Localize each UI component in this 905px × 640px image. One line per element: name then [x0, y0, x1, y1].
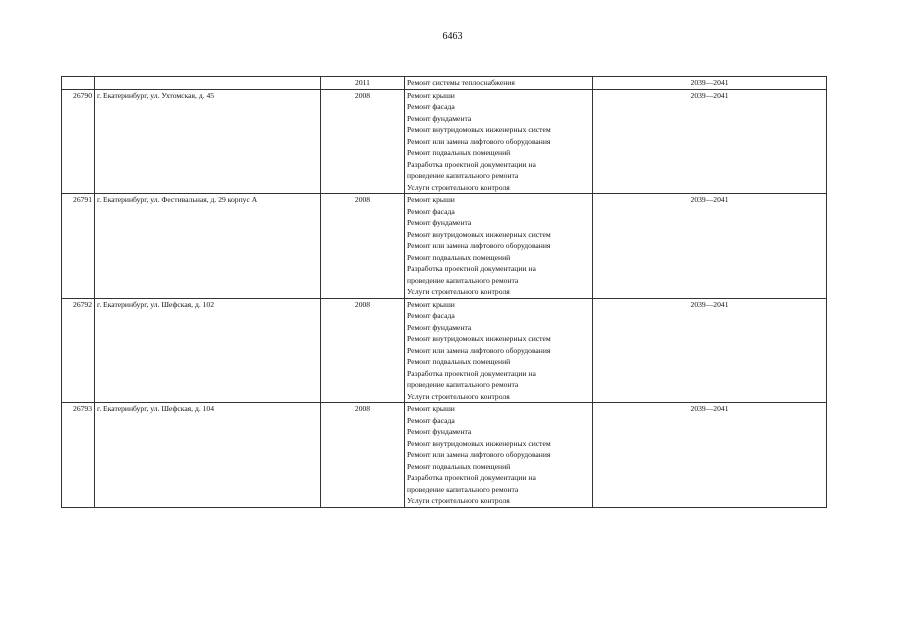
- year-cell: 2008: [321, 298, 405, 403]
- table-row: [62, 89, 827, 194]
- works-cell: [405, 194, 593, 299]
- address-cell: г. Екатеринбург, ул. Фестивальная, д. 29 корпус А: [95, 194, 321, 299]
- record-id-cell: 26793: [62, 403, 95, 508]
- work-item: проведение капитального ремонта: [407, 275, 519, 285]
- work-item: проведение капитального ремонта: [407, 171, 519, 180]
- work-item: Услуги строительного контроля: [407, 391, 510, 401]
- table-row: [62, 403, 827, 508]
- work-item: Ремонт фундамента: [407, 427, 472, 436]
- work-item: Разработка проектной документации на: [407, 159, 536, 169]
- table-body: [62, 77, 827, 508]
- record-id-cell: 26791: [62, 194, 95, 299]
- work-item: Ремонт или замена лифтового оборудования: [407, 241, 551, 250]
- record-id-cell: 26792: [62, 298, 95, 403]
- year-cell: 2011: [321, 77, 405, 90]
- work-item: Ремонт фасада: [407, 102, 455, 111]
- work-item: Ремонт фасада: [407, 311, 455, 320]
- works-cell: [405, 403, 593, 508]
- address-cell: [95, 77, 321, 90]
- work-item: Ремонт внутридомовых инженерных систем: [407, 334, 551, 343]
- work-item: Ремонт крыши: [407, 299, 455, 309]
- work-item: Ремонт фундамента: [407, 113, 472, 123]
- work-item: Разработка проектной документации на: [407, 473, 536, 482]
- work-item: Ремонт или замена лифтового оборудования: [407, 136, 551, 146]
- year-cell: 2008: [321, 403, 405, 508]
- work-item: Ремонт внутридомовых инженерных систем: [407, 125, 551, 134]
- capital-repair-table: [61, 76, 827, 508]
- period-cell: 2039—2041: [593, 89, 827, 194]
- work-item: Услуги строительного контроля: [407, 287, 510, 296]
- work-item: Ремонт внутридомовых инженерных систем: [407, 229, 551, 239]
- works-cell: [405, 298, 593, 403]
- work-item: Разработка проектной документации на: [407, 368, 536, 378]
- record-id-cell: [62, 77, 95, 90]
- work-item: Услуги строительного контроля: [407, 496, 510, 505]
- works-cell: [405, 77, 593, 90]
- work-item: Услуги строительного контроля: [407, 182, 510, 192]
- period-cell: 2039—2041: [593, 77, 827, 90]
- year-cell: 2008: [321, 89, 405, 194]
- address-cell: г. Екатеринбург, ул. Шефская, д. 102: [95, 298, 321, 403]
- period-cell: 2039—2041: [593, 403, 827, 508]
- address-cell: г. Екатеринбург, ул. Шефская, д. 104: [95, 403, 321, 508]
- work-item: Ремонт или замена лифтового оборудования: [407, 450, 551, 459]
- address-cell: г. Екатеринбург, ул. Ухтомская, д. 45: [95, 89, 321, 194]
- work-item: Ремонт подвальных помещений: [407, 148, 511, 157]
- work-item: Ремонт крыши: [407, 195, 455, 204]
- work-item: Ремонт подвальных помещений: [407, 252, 511, 262]
- period-cell: 2039—2041: [593, 298, 827, 403]
- period-cell: 2039—2041: [593, 194, 827, 299]
- work-item: Ремонт фасада: [407, 206, 455, 216]
- record-id-cell: 26790: [62, 89, 95, 194]
- work-item: Ремонт внутридомовых инженерных систем: [407, 438, 551, 448]
- table-row: [62, 77, 827, 90]
- year-cell: 2008: [321, 194, 405, 299]
- work-item: Ремонт фундамента: [407, 218, 472, 227]
- work-item: проведение капитального ремонта: [407, 380, 519, 389]
- work-item: Ремонт или замена лифтового оборудования: [407, 345, 551, 355]
- work-item: Ремонт системы теплоснабжения: [407, 78, 515, 87]
- work-item: Ремонт фасада: [407, 415, 455, 425]
- work-item: Разработка проектной документации на: [407, 264, 536, 273]
- work-item: Ремонт подвальных помещений: [407, 357, 511, 366]
- works-cell: [405, 89, 593, 194]
- work-item: Ремонт крыши: [407, 90, 455, 100]
- table-row: [62, 194, 827, 299]
- page-number: 6463: [442, 31, 463, 42]
- table-row: [62, 298, 827, 403]
- work-item: Ремонт крыши: [407, 404, 455, 413]
- work-item: Ремонт фундамента: [407, 322, 472, 332]
- work-item: Ремонт подвальных помещений: [407, 461, 511, 471]
- work-item: проведение капитального ремонта: [407, 484, 519, 494]
